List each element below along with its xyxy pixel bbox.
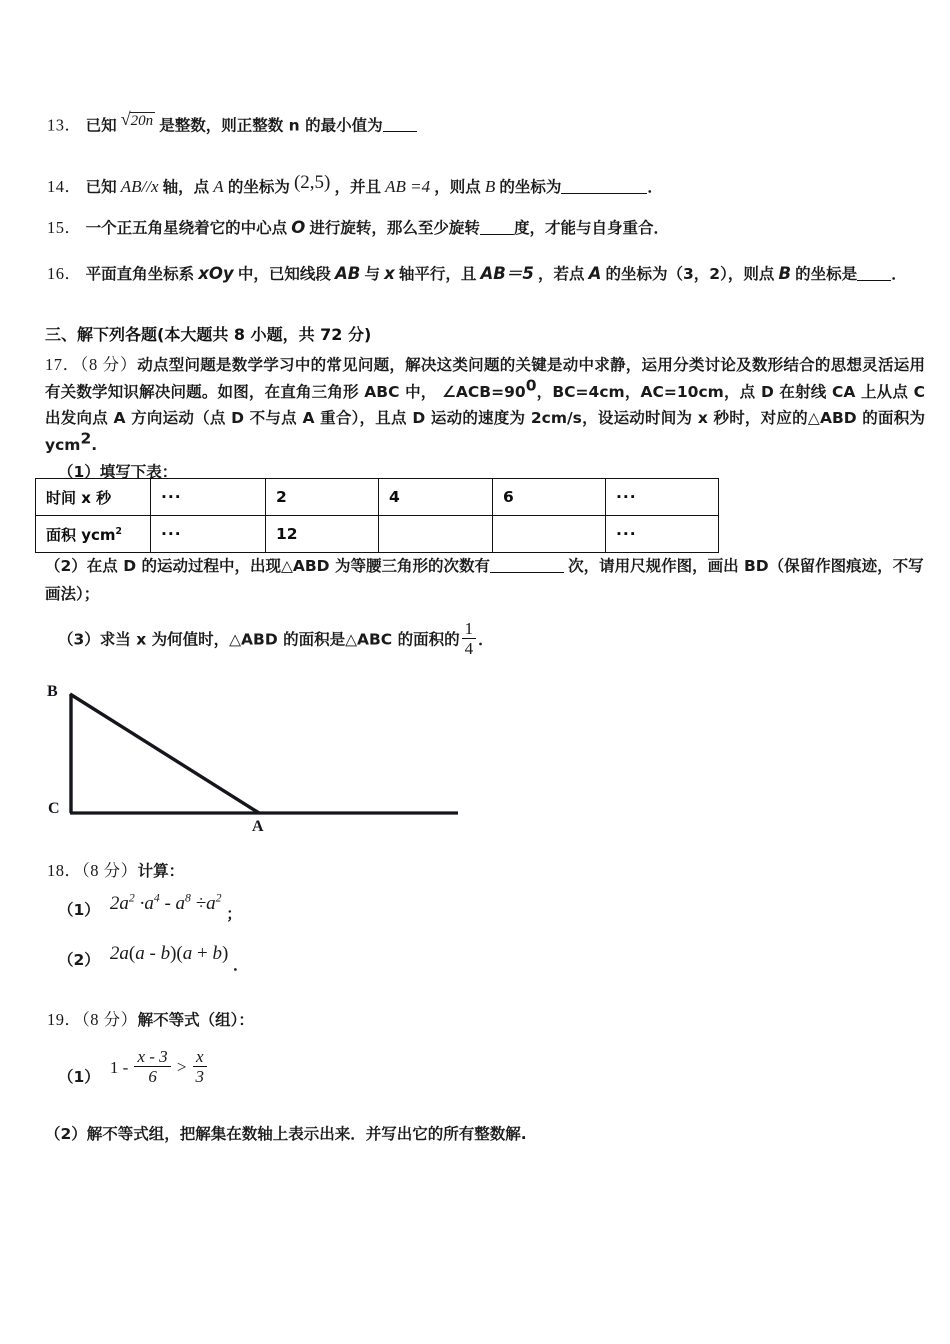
part-2-text-a: 在点 D 的运动过程中，出现△ABD 为等腰三角形的次数有: [86, 557, 490, 575]
table-cell[interactable]: 12: [266, 516, 379, 553]
q18-part-2-label: （2）: [58, 951, 100, 969]
q16-t1: 平面直角坐标系: [85, 265, 195, 283]
table-cell[interactable]: [493, 516, 606, 553]
question-15: [47, 213, 927, 243]
table-cell[interactable]: 4: [379, 479, 493, 516]
table-cell[interactable]: 6: [493, 479, 606, 516]
fraction-x-minus-3-over-6: [134, 1048, 170, 1086]
question-18: [47, 856, 184, 886]
question-17-part3: [58, 620, 494, 658]
fraction-numerator: x - 3: [137, 1047, 168, 1066]
q16-t6: 的坐标为（3，2），则点: [605, 265, 775, 283]
q19-part-1-relation: >: [176, 1057, 187, 1077]
q16-t7: 的坐标是: [795, 265, 858, 283]
q16-t5: ，若点: [537, 265, 585, 283]
answer-blank-14[interactable]: [561, 193, 647, 194]
fraction-one-quarter: [462, 620, 477, 658]
question-17-part2: [45, 552, 935, 608]
table-cell[interactable]: [379, 516, 493, 553]
question-17-body2: ，BC=4cm，AC=10cm，点 D 在射线 CA 上从点 C 出发向点 A 方向运动（点 D 不与点 A 重合），且点 D 运动的速度为 2cm/s，设运动时间为 x 秒时，对应的△ABD 的面积为 ycm: [45, 382, 926, 454]
q16-m4: AB＝5: [480, 264, 534, 283]
q15-m1: O: [291, 218, 306, 237]
vertex-label-a: A: [252, 818, 264, 835]
q19-part-2-label: （2）: [45, 1125, 87, 1143]
q14-t2: 轴，点: [162, 178, 210, 196]
q14-t3: 的坐标为: [227, 178, 290, 196]
q16-m6: B: [778, 264, 792, 283]
question-13-text-after: 是整数，则正整数 n 的最小值为: [159, 116, 383, 135]
part-1-text: 填写下表：: [99, 463, 178, 481]
question-13: [47, 104, 607, 140]
q14-t6: 的坐标为: [499, 178, 562, 196]
fraction-denominator: 4: [462, 638, 477, 659]
q19-part-2-text: 解不等式组，把解集在数轴上表示出来．并写出它的所有整数解.: [86, 1125, 527, 1143]
q18-part-1-end: ；: [226, 905, 242, 923]
question-17-number: 17．: [45, 355, 81, 374]
q14-m5: B: [484, 177, 496, 196]
question-14-number: 14．: [47, 177, 82, 196]
question-17-body2-end: .: [91, 435, 98, 454]
q15-t3: 度，才能与自身重合．: [513, 219, 669, 237]
fraction-denominator: 3: [193, 1066, 208, 1087]
answer-blank-13[interactable]: [383, 131, 417, 132]
q16-m2: AB: [334, 264, 361, 283]
part-3-text-b: ．: [478, 630, 494, 649]
q16-t2: 中，已知线段: [237, 265, 331, 283]
question-18-part2: [58, 945, 249, 975]
q16-m3: x: [384, 264, 395, 283]
q16-m1: xOy: [198, 264, 234, 283]
triangle-figure: [40, 672, 480, 842]
question-16-number: 16．: [47, 264, 82, 283]
question-19-number: 19．: [47, 1010, 82, 1029]
question-15-number: 15．: [47, 218, 82, 237]
question-19-part1: [58, 1048, 209, 1086]
part-2-label: （2）: [45, 557, 87, 575]
question-19-title: 解不等式（组）：: [137, 1011, 254, 1029]
fraction-numerator: 1: [464, 619, 474, 638]
question-18-part1: [58, 891, 242, 925]
answer-blank-16[interactable]: [857, 280, 891, 281]
answer-blank-15[interactable]: [480, 234, 514, 235]
question-13-number: 13．: [47, 115, 82, 135]
q16-m5: A: [588, 264, 602, 283]
table-cell[interactable]: ···: [151, 516, 266, 553]
vertex-label-c: C: [48, 800, 60, 817]
table-cell[interactable]: ···: [606, 479, 719, 516]
question-17-body2-sup: 2: [80, 429, 92, 447]
question-13-text-before: 已知: [85, 116, 117, 135]
fraction-x-over-3: [193, 1048, 208, 1086]
question-16: [47, 256, 937, 292]
row-1-header-text: 面积 ycm: [46, 525, 116, 544]
q14-m4: AB =4: [385, 177, 431, 196]
q14-t1: 已知: [85, 178, 117, 196]
table-row-header: [36, 479, 151, 516]
table-cell[interactable]: 2: [266, 479, 379, 516]
part-3-text-a: 求当 x 为何值时，△ABD 的面积是△ABC 的面积的: [99, 630, 460, 649]
part-1-label: （1）: [58, 463, 100, 481]
sqrt-expression: √20n: [120, 109, 154, 129]
q15-t1: 一个正五角星绕着它的中心点: [85, 219, 288, 237]
table-cell[interactable]: ···: [151, 479, 266, 516]
triangle-svg: [40, 672, 480, 842]
q14-m3: (2,5): [293, 172, 331, 193]
section-3-heading: 三、解下列各题(本大题共 8 小题，共 72 分): [45, 325, 372, 344]
vertex-label-b: B: [47, 683, 58, 700]
fill-in-table: [35, 478, 719, 553]
q16-t3: 与: [364, 265, 380, 283]
q14-t5: ，则点: [434, 178, 481, 196]
question-17-marks: （8 分）: [80, 355, 138, 374]
question-14: [47, 168, 917, 202]
fraction-numerator: x: [196, 1047, 204, 1066]
fraction-denominator: 6: [134, 1066, 170, 1087]
table-cell[interactable]: ···: [606, 516, 719, 553]
table-row: [36, 516, 719, 553]
part-2-text-b: 次，请用尺规作图，画出 BD（保留作图痕迹，不写画法）；: [45, 557, 924, 603]
question-19-marks: （8 分）: [81, 1010, 138, 1029]
table-row-header: [36, 516, 151, 553]
q16-t4: 轴平行，且: [398, 265, 477, 283]
question-18-title: 计算：: [137, 862, 185, 880]
q18-part-2-expression: 2a(a - b)(a + b): [109, 943, 229, 964]
question-17: [45, 352, 925, 458]
question-18-number: 18．: [47, 861, 82, 880]
q18-part-2-end: ．: [233, 956, 249, 974]
answer-blank-17-2[interactable]: [490, 572, 564, 573]
q18-part-1-label: （1）: [58, 901, 100, 919]
question-17-body-sup: 0: [525, 376, 537, 394]
part-3-label: （3）: [58, 630, 100, 649]
row-0-header-text: 时间 x 秒: [46, 488, 112, 507]
q14-t7: ．: [647, 178, 663, 196]
q14-t4: ，并且: [334, 178, 381, 196]
sqrt-radicand: 20n: [130, 113, 154, 129]
question-18-marks: （8 分）: [81, 861, 138, 880]
segment-ba: [70, 694, 259, 813]
q14-m1: AB//x: [120, 177, 159, 196]
q16-t8: ．: [891, 265, 907, 283]
q18-part-1-expression: $2a^2 \cdot a^4 - a^8 \div a^2$: [109, 891, 222, 914]
q19-part-1-lead: 1 -: [109, 1057, 129, 1077]
q14-m2: A: [213, 177, 224, 196]
q19-part-1-label: （1）: [58, 1067, 100, 1086]
question-19-part2: [45, 1119, 527, 1149]
question-19: [47, 1005, 254, 1035]
row-1-header-sup: 2: [115, 525, 123, 537]
question-17-body: 动点型问题是数学学习中的常见问题，解决这类问题的关键是动中求静，运用分类讨论及数形结合的思想灵活运用有关数学知识解决问题。如图，在直角三角形 ABC 中， ∠ACB=90: [45, 356, 925, 401]
table-row: [36, 479, 719, 516]
q15-t2: 进行旋转，那么至少旋转: [309, 219, 480, 237]
